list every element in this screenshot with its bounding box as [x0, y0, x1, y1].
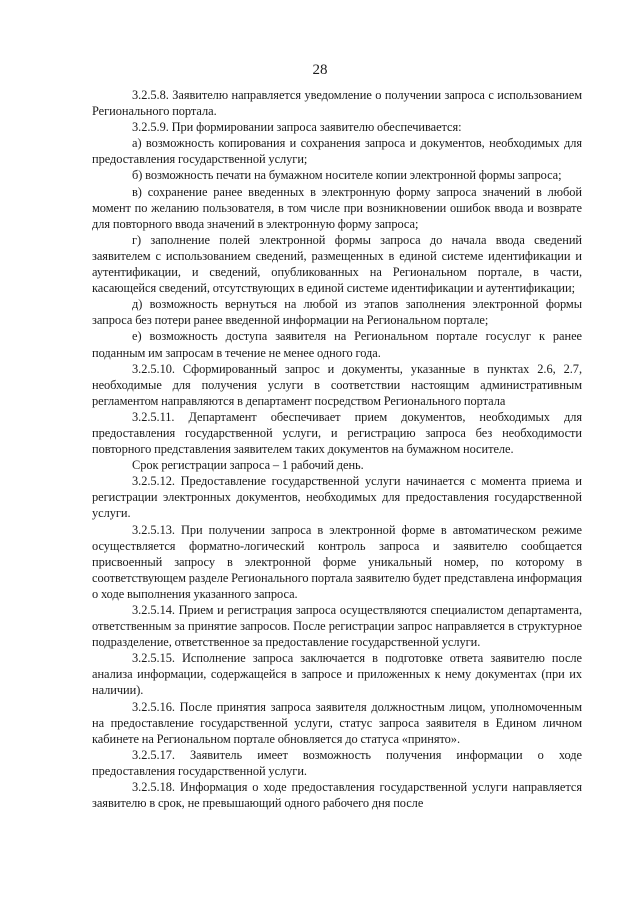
- list-item-e: е) возможность доступа заявителя на Региональном портале госуслуг к ранее поданным им запросам в течение не менее одного года.: [92, 329, 582, 360]
- list-item-b: б) возможность печати на бумажном носителе копии электронной формы запроса;: [132, 168, 562, 183]
- registration-term: Срок регистрации запроса – 1 рабочий день.: [132, 458, 364, 473]
- paragraph-3-2-5-13: 3.2.5.13. При получении запроса в электронной форме в автоматическом режиме осуществляется форматно-логический контроль запроса и заявителю сообщается присвоенный запросу в электронной форме уникальный номер, по которому в соответствующем разделе Регионального портала заявителю будет представлена информация о ходе выполнения указанного запроса.: [92, 522, 582, 601]
- paragraph-3-2-5-17: 3.2.5.17. Заявитель имеет возможность получения информации о ходе предоставления государственной услуги.: [92, 747, 582, 778]
- paragraph-3-2-5-8: 3.2.5.8. Заявителю направляется уведомление о получении запроса с использованием Регионального портала.: [92, 88, 582, 119]
- paragraph-3-2-5-10: 3.2.5.10. Сформированный запрос и документы, указанные в пунктах 2.6, 2.7, необходимые для получения услуги в соответствии настоящим административным регламентом направляются в департамент посредством Регионального портала: [92, 361, 582, 408]
- paragraph-3-2-5-9: 3.2.5.9. При формировании запроса заявителю обеспечивается:: [132, 120, 462, 135]
- page-number: 28: [312, 62, 328, 78]
- document-body: [92, 87, 582, 811]
- paragraph-3-2-5-11: 3.2.5.11. Департамент обеспечивает прием документов, необходимых для предоставления государственной услуги, и регистрацию запроса без необходимости повторного представления заявителем таких документов на бумажном носителе.: [92, 409, 582, 457]
- paragraph-3-2-5-14: 3.2.5.14. Прием и регистрация запроса осуществляются специалистом департамента, ответственным за принятие запросов. После регистрации запрос направляется в структурное подразделение, ответственное за предоставление государственной услуги.: [92, 603, 582, 650]
- paragraph-3-2-5-18: 3.2.5.18. Информация о ходе предоставления государственной услуги направляется заявителю в срок, не превышающий одного рабочего дня после: [92, 780, 582, 811]
- paragraph-3-2-5-12: 3.2.5.12. Предоставление государственной услуги начинается с момента приема и регистрации электронных документов, необходимых для предоставления государственной услуги.: [92, 474, 582, 521]
- list-item-v: в) сохранение ранее введенных в электронную форму запроса значений в любой момент по желанию пользователя, в том числе при возникновении ошибок ввода и возврате для повторного ввода значений в электронную форму запроса;: [92, 184, 582, 231]
- list-item-a: а) возможность копирования и сохранения запроса и документов, необходимых для предоставления государственной услуги;: [92, 136, 582, 167]
- paragraph-3-2-5-16: 3.2.5.16. После принятия запроса заявителя должностным лицом, уполномоченным на предоставление государственной услуги, статус запроса заявителя в Едином личном кабинете на Региональном портале обновляется до статуса «принято».: [92, 699, 582, 746]
- list-item-d: д) возможность вернуться на любой из этапов заполнения электронной формы запроса без потери ранее введенной информации на Региональном портале;: [92, 297, 582, 328]
- paragraph-3-2-5-15: 3.2.5.15. Исполнение запроса заключается в подготовке ответа заявителю после анализа информации, содержащейся в запросе и приложенных к нему документах (при их наличии).: [92, 651, 582, 698]
- list-item-g: г) заполнение полей электронной формы запроса до начала ввода сведений заявителем с использованием сведений, размещенных в единой системе идентификации и аутентификации, и сведений, опубликованных на Региональном портале, в части, касающейся сведений, отсутствующих в единой системе идентификации и аутентификации;: [92, 232, 582, 296]
